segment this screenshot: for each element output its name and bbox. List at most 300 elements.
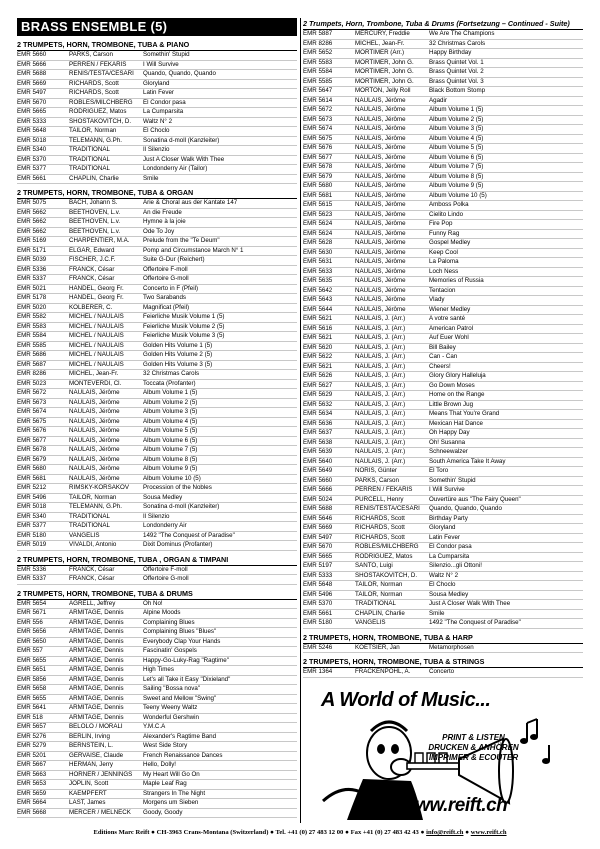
catalog-number: EMR 5663 <box>17 770 47 778</box>
work-title: Album Volume 6 (5) <box>143 436 198 444</box>
work-title: Quando, Quando, Quando <box>429 505 502 512</box>
work-title: Maple Leaf Rag <box>143 780 187 787</box>
catalog-list <box>17 50 297 184</box>
work-title: Album Volume 2 (5) <box>143 398 198 406</box>
catalog-row <box>17 513 297 523</box>
catalog-number: EMR 5678 <box>17 446 47 453</box>
catalog-number: EMR 5180 <box>17 531 47 539</box>
composer-name: TRADITIONAL <box>355 600 396 607</box>
section-heading: 2 TRUMPETS, HORN, TROMBONE, TUBA & HARP <box>303 632 473 642</box>
catalog-row <box>17 532 297 542</box>
composer-name: JOPLIN, Scott <box>69 780 109 787</box>
catalog-number: EMR 5640 <box>303 457 333 465</box>
composer-name: NAULAIS, Jérôme <box>355 305 406 313</box>
work-title: 1492 "The Conquest of Paradise" <box>143 531 235 539</box>
work-title: Black Bottom Stomp <box>429 87 486 94</box>
work-title: Sweet and Mellow "Swing" <box>143 694 217 702</box>
work-title: Waltz N° 2 <box>429 571 459 579</box>
catalog-number: EMR 5024 <box>303 495 333 503</box>
catalog-row <box>17 619 297 629</box>
composer-name: NAULAIS, Jérôme <box>355 163 406 170</box>
composer-name: MICHEL / NAULAIS <box>69 351 124 358</box>
work-title: Somethin' Stupid <box>429 476 476 484</box>
work-title: Toccata (Profanter) <box>143 379 196 387</box>
work-title: Album Volume 7 (5) <box>429 163 484 170</box>
catalog-list <box>303 667 583 678</box>
catalog-row <box>303 391 583 401</box>
work-title: Silenzio...gli Ottoni! <box>429 562 482 569</box>
work-title: La Paloma <box>429 258 459 265</box>
catalog-row <box>303 505 583 515</box>
composer-name: ARMITAGE, Dennis <box>69 666 124 673</box>
composer-name: NAULAIS, Jérôme <box>355 220 406 227</box>
composer-name: RENIS/TESTA/CESARI <box>355 505 420 512</box>
catalog-number: EMR 5197 <box>303 562 333 569</box>
catalog-number: EMR 5628 <box>303 239 333 246</box>
composer-name: RICHARDS, Scott <box>69 79 119 87</box>
page-banner: BRASS ENSEMBLE (5) <box>17 18 297 36</box>
catalog-row <box>303 610 583 620</box>
catalog-number: EMR 556 <box>17 618 43 626</box>
composer-name: NAULAIS, Jérôme <box>355 267 406 275</box>
catalog-row <box>303 439 583 449</box>
composer-name: TELEMANN, G.Ph. <box>69 503 122 510</box>
footer-address: Editions Marc Reift ● CH-3963 Crans-Montana (Switzerland) ● Tel. +41 (0) 27 483 12 00 ● Fax +41 (0) 27 483 42 43 ● <box>93 829 427 836</box>
catalog-row <box>17 503 297 513</box>
catalog-number: EMR 5020 <box>17 303 47 311</box>
work-title: American Patrol <box>429 324 474 332</box>
catalog-number: EMR 5675 <box>303 134 333 142</box>
work-title: Fire Pop <box>429 220 453 227</box>
work-title: Alpine Moods <box>143 609 181 616</box>
catalog-row <box>17 118 297 128</box>
catalog-row <box>17 146 297 156</box>
composer-name: NAULAIS, Jérôme <box>355 96 406 104</box>
catalog-number: EMR 5584 <box>303 68 333 75</box>
composer-name: ARMITAGE, Dennis <box>69 675 124 683</box>
catalog-number: EMR 5669 <box>303 524 333 531</box>
composer-name: FRANCK, César <box>69 275 115 282</box>
catalog-number: EMR 5653 <box>17 780 47 787</box>
work-title: Album Volume 9 (5) <box>143 465 198 472</box>
composer-name: MORTIMER (Arr.) <box>355 49 405 56</box>
catalog-row <box>17 685 297 695</box>
catalog-row <box>17 522 297 532</box>
catalog-number: EMR 5660 <box>17 51 47 58</box>
composer-name: NAULAIS, Jérôme <box>355 153 406 161</box>
work-title: Concerto <box>429 668 455 675</box>
composer-name: NAULAIS, Jérôme <box>69 446 120 453</box>
catalog-number: EMR 5171 <box>17 246 47 254</box>
catalog-row <box>17 137 297 147</box>
catalog-number: EMR 557 <box>17 647 43 654</box>
composer-name: AGRELL, Jeffrey <box>69 599 116 607</box>
work-title: Glory Glory Halleluja <box>429 372 486 379</box>
catalog-number: EMR 5496 <box>17 493 47 501</box>
catalog-row <box>17 247 297 257</box>
composer-name: NAULAIS, Jérôme <box>69 408 120 415</box>
catalog-number: EMR 5675 <box>17 417 47 425</box>
work-title: Pomp and Circumstance March N° 1 <box>143 246 244 254</box>
catalog-row <box>303 268 583 278</box>
work-title: Can - Can <box>429 353 458 360</box>
catalog-number: EMR 5583 <box>17 322 47 330</box>
composer-name: NAULAIS, J. (Arr.) <box>355 381 406 389</box>
catalog-row <box>17 175 297 185</box>
section-heading: 2 TRUMPETS, HORN, TROMBONE, TUBA & PIANO <box>17 40 190 49</box>
catalog-number: EMR 5655 <box>17 694 47 702</box>
work-title: Fascinatin' Gospels <box>143 647 197 654</box>
page-footer <box>0 829 600 836</box>
catalog-number: EMR 5340 <box>17 146 47 153</box>
composer-name: TAILOR, Norman <box>69 493 117 501</box>
catalog-row <box>303 644 583 654</box>
ad-line-print: PRINT & LISTEN <box>442 733 505 742</box>
composer-name: NAULAIS, Jérôme <box>355 106 406 113</box>
composer-name: SHOSTAKOVITCH, D. <box>355 571 418 579</box>
catalog-number: EMR 5679 <box>17 455 47 463</box>
catalog-number: EMR 5643 <box>303 296 333 303</box>
section-heading: 2 TRUMPETS, HORN, TROMBONE, TUBA & DRUMS <box>17 588 193 598</box>
composer-name: MICHEL / NAULAIS <box>69 322 124 330</box>
catalog-number: EMR 5629 <box>303 391 333 398</box>
work-title: Cielito Lindo <box>429 210 464 218</box>
catalog-number: EMR 5497 <box>303 533 333 541</box>
catalog-number: EMR 5584 <box>17 332 47 339</box>
composer-name: NAULAIS, Jérôme <box>355 248 406 256</box>
catalog-number: EMR 5681 <box>17 474 47 482</box>
composer-name: NAULAIS, Jérôme <box>355 239 406 246</box>
catalog-row <box>17 127 297 137</box>
catalog-row <box>303 344 583 354</box>
catalog-row <box>17 408 297 418</box>
catalog-number: EMR 5664 <box>17 799 47 806</box>
catalog-number: EMR 1364 <box>303 668 333 675</box>
composer-name: ARMITAGE, Dennis <box>69 618 124 626</box>
catalog-number: EMR 5661 <box>303 609 333 617</box>
catalog-number: EMR 5687 <box>17 360 47 368</box>
catalog-number: EMR 5636 <box>303 419 333 427</box>
work-title: Tentacion <box>429 286 456 294</box>
catalog-row <box>303 315 583 325</box>
catalog-row <box>17 575 297 585</box>
composer-name: BERNSTEIN, L. <box>69 742 114 749</box>
catalog-row <box>17 809 297 819</box>
catalog-number: EMR 5633 <box>303 267 333 275</box>
composer-name: ARMITAGE, Dennis <box>69 685 124 692</box>
work-title: Feierliche Musik Volume 1 (5) <box>143 313 225 320</box>
ad-url-link[interactable]: www.reift.ch <box>401 795 508 816</box>
composer-name: MICHEL / NAULAIS <box>69 341 124 349</box>
composer-name: RODRIGUEZ, Matos <box>355 552 413 560</box>
catalog-number: EMR 5649 <box>303 467 333 474</box>
composer-name: NAULAIS, Jérôme <box>355 258 406 265</box>
catalog-number: EMR 5644 <box>303 305 333 313</box>
catalog-number: EMR 5665 <box>303 552 333 560</box>
work-title: Offertoire G-moll <box>143 575 189 582</box>
catalog-list <box>17 198 297 551</box>
catalog-row <box>17 70 297 80</box>
catalog-number: EMR 518 <box>17 713 43 721</box>
work-title: Birthday Party <box>429 514 468 522</box>
catalog-row <box>303 220 583 230</box>
work-title: Album Volume 10 (5) <box>143 474 201 482</box>
catalog-row <box>303 581 583 591</box>
catalog-number: EMR 5647 <box>303 87 333 94</box>
catalog-number: EMR 5585 <box>17 341 47 349</box>
catalog-number: EMR 8286 <box>303 39 333 47</box>
composer-name: RICHARDS, Scott <box>355 514 405 522</box>
catalog-number: EMR 5665 <box>17 108 47 115</box>
work-title: Suite G-Dur (Reichert) <box>143 256 205 263</box>
catalog-row <box>17 484 297 494</box>
work-title: Album Volume 8 (5) <box>143 455 198 463</box>
catalog-number: EMR 5671 <box>17 609 47 616</box>
catalog-number: EMR 5679 <box>303 172 333 180</box>
catalog-row <box>303 591 583 601</box>
work-title: Strangers In The Night <box>143 789 206 797</box>
footer-web-link[interactable]: www.reift.ch <box>470 829 507 836</box>
catalog-row <box>17 51 297 61</box>
catalog-number: EMR 5688 <box>303 505 333 512</box>
catalog-number: EMR 5638 <box>303 438 333 446</box>
catalog-row <box>17 695 297 705</box>
catalog-number: EMR 5021 <box>17 284 47 292</box>
catalog-number: EMR 5674 <box>17 408 47 415</box>
catalog-row <box>17 714 297 724</box>
composer-name: NAULAIS, J. (Arr.) <box>355 315 406 322</box>
catalog-row <box>17 494 297 504</box>
work-title: Il Silenzio <box>143 512 170 520</box>
work-title: El Choclo <box>143 127 170 134</box>
section-heading: 2 TRUMPETS, HORN, TROMBONE, TUBA & ORGAN <box>17 188 194 197</box>
catalog-number: EMR 5678 <box>303 163 333 170</box>
composer-name: NAULAIS, J. (Arr.) <box>355 419 406 427</box>
catalog-number: EMR 5169 <box>17 237 47 244</box>
composer-name: BACH, Johann S. <box>69 199 118 206</box>
catalog-row <box>17 323 297 333</box>
catalog-row <box>17 209 297 219</box>
composer-name: NAULAIS, J. (Arr.) <box>355 372 406 379</box>
composer-name: ARMITAGE, Dennis <box>69 713 124 721</box>
work-title: Let's all Take it Easy "Dixieland" <box>143 675 231 683</box>
catalog-number: EMR 5622 <box>303 353 333 360</box>
composer-name: KOLBERER, C. <box>69 303 113 311</box>
catalog-number: EMR 5370 <box>17 155 47 163</box>
catalog-row <box>303 372 583 382</box>
composer-name: BERLIN, Irving <box>69 732 110 740</box>
catalog-row <box>17 237 297 247</box>
work-title: Album Volume 7 (5) <box>143 446 198 453</box>
catalog-row <box>17 790 297 800</box>
catalog-number: EMR 5666 <box>17 60 47 68</box>
composer-name: NAULAIS, J. (Arr.) <box>355 391 406 398</box>
catalog-row <box>303 30 583 40</box>
catalog-row <box>303 277 583 287</box>
catalog-number: EMR 5680 <box>17 465 47 472</box>
composer-name: ARMITAGE, Dennis <box>69 704 124 711</box>
work-title: Arie & Choral aus der Kantate 147 <box>143 199 238 206</box>
catalog-row <box>17 218 297 228</box>
work-title: Amboss Polka <box>429 201 469 208</box>
composer-name: ARMITAGE, Dennis <box>69 647 124 654</box>
catalog-number: EMR 5180 <box>303 619 333 626</box>
catalog-number: EMR 5681 <box>303 191 333 199</box>
composer-name: NAULAIS, J. (Arr.) <box>355 343 406 351</box>
work-title: 32 Christmas Carols <box>429 39 486 47</box>
work-title: Album Volume 5 (5) <box>429 144 484 151</box>
work-title: Go Down Moses <box>429 381 475 389</box>
work-title: Album Volume 1 (5) <box>143 389 198 396</box>
composer-name: NAULAIS, Jérôme <box>355 191 406 199</box>
work-title: South America Take It Away <box>429 457 506 465</box>
catalog-number: EMR 5631 <box>303 258 333 265</box>
section-heading: 2 TRUMPETS, HORN, TROMBONE, TUBA , ORGAN & TIMPANI <box>17 554 229 564</box>
work-title: We Are The Champions <box>429 30 495 37</box>
composer-name: HÄNDEL, Georg Fr. <box>69 284 124 292</box>
catalog-row <box>303 353 583 363</box>
catalog-number: EMR 5659 <box>17 789 47 797</box>
catalog-row <box>17 80 297 90</box>
work-title: El Choclo <box>429 581 456 588</box>
work-title: I Will Survive <box>143 60 179 68</box>
catalog-row <box>17 351 297 361</box>
catalog-number: EMR 5337 <box>17 275 47 282</box>
composer-name: PARKS, Carson <box>355 476 399 484</box>
catalog-number: EMR 5637 <box>303 429 333 436</box>
catalog-row <box>17 609 297 619</box>
work-title: Mexican Hat Dance <box>429 419 483 427</box>
work-title: Little Brown Jug <box>429 400 474 408</box>
work-title: Album Volume 5 (5) <box>143 427 198 434</box>
catalog-row <box>17 799 297 809</box>
catalog-row <box>17 361 297 371</box>
catalog-row <box>303 486 583 496</box>
catalog-number: EMR 5676 <box>17 427 47 434</box>
footer-email-link[interactable]: info@reift.ch <box>426 829 464 836</box>
catalog-number: EMR 5657 <box>17 723 47 730</box>
composer-name: KOETSIER, Jan <box>355 643 400 651</box>
catalog-number: EMR 5623 <box>303 210 333 218</box>
work-title: Dixit Dominus (Profanter) <box>143 541 213 548</box>
composer-name: NAULAIS, Jérôme <box>355 144 406 151</box>
catalog-number: EMR 5279 <box>17 742 47 749</box>
catalog-row <box>303 382 583 392</box>
catalog-number: EMR 5370 <box>303 600 333 607</box>
catalog-number: EMR 5662 <box>17 227 47 235</box>
catalog-row <box>17 628 297 638</box>
ad-line-imprimer: IMPRIMER & ECOUTER <box>428 753 519 762</box>
catalog-number: EMR 5680 <box>303 182 333 189</box>
catalog-number: EMR 5497 <box>17 89 47 96</box>
catalog-row <box>303 572 583 582</box>
work-title: Album Volume 6 (5) <box>429 153 484 161</box>
work-title: Album Volume 1 (5) <box>429 106 484 113</box>
work-title: Sonatina d-moll (Kanzleiter) <box>143 503 220 510</box>
composer-name: NAULAIS, Jérôme <box>355 229 406 237</box>
catalog-number: EMR 5336 <box>17 565 47 573</box>
catalog-row <box>17 332 297 342</box>
catalog-number: EMR 5377 <box>17 165 47 172</box>
work-title: Offertoire F-moll <box>143 565 188 573</box>
catalog-row <box>303 68 583 78</box>
catalog-row <box>303 163 583 173</box>
work-title: Memories of Russia <box>429 277 484 284</box>
composer-name: CHAPLIN, Charlie <box>69 174 119 182</box>
work-title: Golden Hits Volume 3 (5) <box>143 360 213 368</box>
work-title: Somethin' Stupid <box>143 51 190 58</box>
composer-name: ARMITAGE, Dennis <box>69 628 124 635</box>
catalog-list <box>303 29 583 629</box>
work-title: Wonderful Gershwin <box>143 713 199 721</box>
work-title: Hello, Dolly! <box>143 761 177 768</box>
advertisement[interactable] <box>303 683 583 820</box>
ad-line-drucken: DRUCKEN & ANHÖREN <box>428 743 519 752</box>
composer-name: ARMITAGE, Dennis <box>69 694 124 702</box>
catalog-number: EMR 5662 <box>17 208 47 216</box>
catalog-row <box>17 657 297 667</box>
work-title: Offertoire F-moll <box>143 265 188 273</box>
composer-name: TRADITIONAL <box>69 146 110 153</box>
catalog-row <box>303 239 583 249</box>
catalog-row <box>17 704 297 714</box>
work-title: Prelude from the "Te Deum" <box>143 237 220 244</box>
catalog-row <box>17 456 297 466</box>
work-title: Album Volume 4 (5) <box>429 134 484 142</box>
work-title: La Cumparsita <box>429 552 470 560</box>
composer-name: NAULAIS, J. (Arr.) <box>355 353 406 360</box>
composer-name: MICHEL / NAULAIS <box>69 332 124 339</box>
work-title: Funny Rag <box>429 229 460 237</box>
catalog-number: EMR 5673 <box>17 398 47 406</box>
catalog-number: EMR 5634 <box>303 410 333 417</box>
composer-name: NAULAIS, Jérôme <box>69 417 120 425</box>
work-title: Quando, Quando, Quando <box>143 70 216 77</box>
catalog-number: EMR 5662 <box>17 218 47 225</box>
catalog-row <box>303 524 583 534</box>
composer-name: HÄNDEL, Georg Fr. <box>69 294 124 301</box>
catalog-row <box>17 465 297 475</box>
work-title: Golden Hits Volume 2 (5) <box>143 351 213 358</box>
catalog-number: EMR 5621 <box>303 362 333 370</box>
composer-name: NAULAIS, Jérôme <box>355 172 406 180</box>
catalog-number: EMR 5673 <box>303 115 333 123</box>
catalog-number: EMR 5621 <box>303 334 333 341</box>
catalog-number: EMR 5655 <box>17 656 47 664</box>
work-title: Brass Quintet Vol. 1 <box>429 58 484 66</box>
composer-name: NAULAIS, Jérôme <box>69 474 120 482</box>
catalog-number: EMR 5201 <box>17 751 47 759</box>
composer-name: NAULAIS, Jérôme <box>69 455 120 463</box>
column-divider <box>300 18 301 823</box>
catalog-row <box>303 496 583 506</box>
composer-name: FRANCK, César <box>69 565 115 573</box>
catalog-row <box>17 600 297 610</box>
catalog-number: EMR 5583 <box>303 58 333 66</box>
catalog-number: EMR 5654 <box>17 599 47 607</box>
catalog-number: EMR 5648 <box>303 581 333 588</box>
work-title: Feierliche Musik Volume 2 (5) <box>143 322 225 330</box>
composer-name: NAULAIS, J. (Arr.) <box>355 334 406 341</box>
composer-name: NAULAIS, J. (Arr.) <box>355 410 406 417</box>
catalog-number: EMR 5615 <box>303 201 333 208</box>
work-title: Oh No! <box>143 599 163 607</box>
composer-name: ROBLES/MILCHBERG <box>69 98 133 106</box>
catalog-row <box>17 342 297 352</box>
work-title: 1492 "The Conquest of Paradise" <box>429 619 521 626</box>
catalog-row <box>17 294 297 304</box>
composer-name: TAILOR, Norman <box>69 127 117 134</box>
